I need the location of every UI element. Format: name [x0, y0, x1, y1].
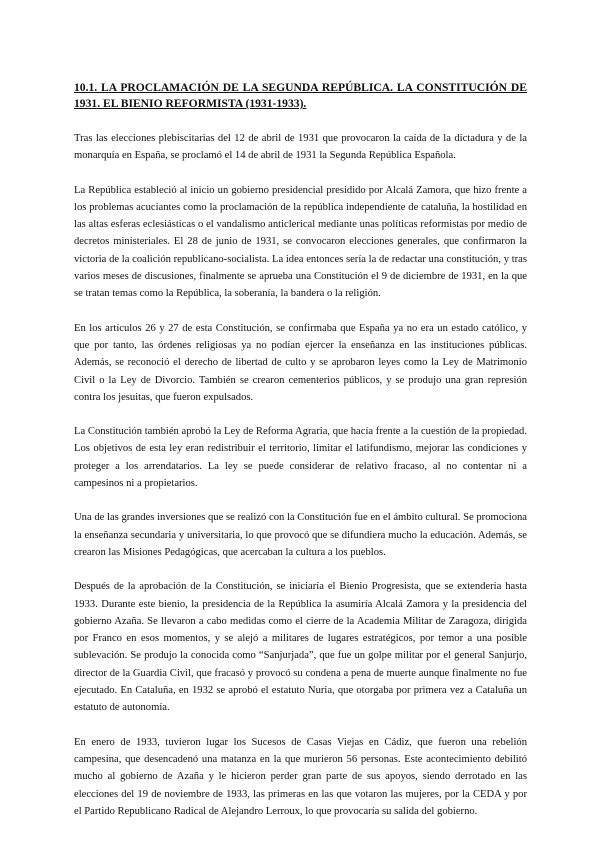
- paragraph-agrarian-reform: La Constitución también aprobó la Ley de Reforma Agraria, que hacía frente a la cuestión de la propiedad. Los objetivos de esta ley eran redistribuir el territorio, limitar el latifundismo, mejorar las condiciones y proteger a los arrendatarios. La ley se puede considerar de relativo fracaso, al no contentar ni a campesinos ni a propietarios.: [74, 426, 527, 490]
- paragraph-progressive-biennium: Después de la aprobación de la Constitución, se iniciaría el Bienio Progresista, que se extendería hasta 1933. Durante este bienio, la presidencia de la República la asumiría Alcalá Zamora y la presidencia del gobierno Azaña. Se llevaron a cabo medidas como el cierre de la Academia Militar de Zaragoza, dirigida por Franco en esos momentos, y se alejó a militares de lugares estratégicos, por temor a una posible sublevación. Se produjo la conocida como “Sanjurjada”, que fue un golpe militar por el general Sanjurjo, director de la Guardia Civil, que fracasó y provocó su condena a pena de muerte aunque finalmente no fue ejecutado. En Cataluña, en 1932 se aprobó el estatuto Nuria, que otorgaba por primera vez a Cataluña un estatuto de autonomía.: [74, 581, 527, 714]
- paragraph-presidential-government: La República estableció al inicio un gobierno presidencial presidido por Alcalá Zamora, que hizo frente a los problemas acuciantes como la proclamación de la república independiente de cataluña, la hostilidad en las altas esferas eclesiásticas o el vandalismo anticlerical mediante unas políticas reformistas por medio de decretos ministeriales. El 28 de junio de 1931, se convocaron elecciones generales, que confirmaron la victoria de la coalición republicano-socialista. La idea entonces sería la de redactar una constitución, y tras varios meses de discusiones, finalmente se aprueba una Constitución el 9 de diciembre de 1931, en la que se tratan temas como la República, la soberanía, la bandera o la religión.: [74, 184, 527, 300]
- page-title: 10.1. LA PROCLAMACIÓN DE LA SEGUNDA REPÚBLICA. LA CONSTITUCIÓN DE 1931. EL BIENIO REFORMISTA (1931-1933).: [74, 81, 527, 110]
- paragraph-proclamation: Tras las elecciones plebiscitarias del 12 de abril de 1931 que provocaron la caída de la dictadura y de la monarquía en España, se proclamó el 14 de abril de 1931 la Segunda República Española.: [74, 133, 527, 162]
- paragraph-cultural-investment: Una de las grandes inversiones que se realizó con la Constitución fue en el ámbito cultural. Se promociona la enseñanza secundaria y universitaria, lo que provocó que se difundiera mucho la educación. Además, se crearon las Misiones Pedagógicas, que acercaban la cultura a los pueblos.: [74, 512, 527, 558]
- document-page: [74, 80, 527, 837]
- paragraph-casas-viejas: En enero de 1933, tuvieron lugar los Sucesos de Casas Viejas en Cádiz, que fueron una rebelión campesina, que desencadenó una matanza en la que murieron 56 personas. Este acontecimiento debilitó mucho al gobierno de Azaña y le hicieron perder gran parte de sus apoyos, siendo derrotado en las elecciones del 19 de noviembre de 1933, las primeras en las que votaron las mujeres, por la CEDA y por el Partido Republicano Radical de Alejandro Lerroux, lo que provocaría su salida del gobierno.: [74, 736, 527, 817]
- paragraph-articles-26-27: En los artículos 26 y 27 de esta Constitución, se confirmaba que España ya no era un estado católico, y que por tanto, las órdenes religiosas ya no podían ejercer la enseñanza en las instituciones públicas. Además, se reconoció el derecho de libertad de culto y se aprobaron leyes como la Ley de Matrimonio Civil o la Ley de Divorcio. También se crearon cementerios públicos, y se produjo una gran represión contra los jesuitas, que fueron expulsados.: [74, 322, 527, 403]
